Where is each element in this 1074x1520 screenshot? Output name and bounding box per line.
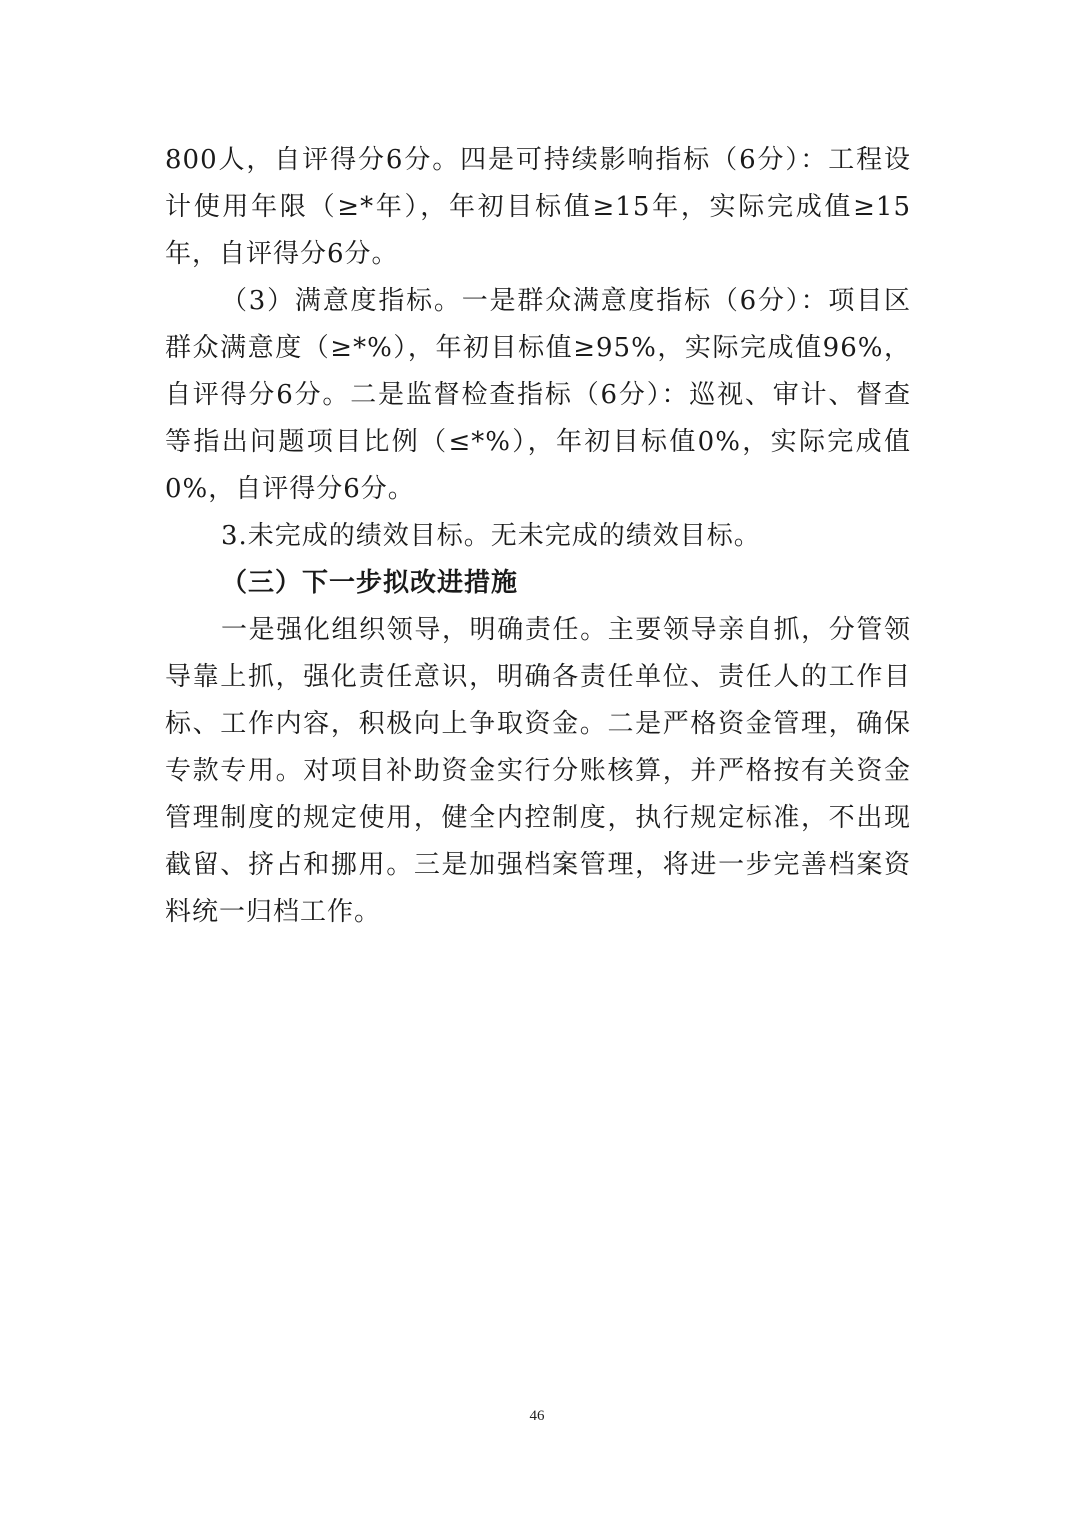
paragraph-satisfaction-indicators: （3）满意度指标。一是群众满意度指标（6分）：项目区群众满意度（≥*%），年初目标值≥95%，实际完成值96%，自评得分6分。二是监督检查指标（6分）：巡视、审计、督查等指出问题项目比例（≤*%），年初目标值0%，实际完成值0%，自评得分6分。 — [165, 286, 911, 504]
paragraph-unfinished-goals: 3.未完成的绩效目标。无未完成的绩效目标。 — [221, 521, 761, 551]
paragraph-improvement-measures: 一是强化组织领导，明确责任。主要领导亲自抓，分管领导靠上抓，强化责任意识，明确各责任单位、责任人的工作目标、工作内容，积极向上争取资金。二是严格资金管理，确保专款专用。对项目补助资金实行分账核算，并严格按有关资金管理制度的规定使用，健全内控制度，执行规定标准，不出现截留、挤占和挪用。三是加强档案管理，将进一步完善档案资料统一归档工作。 — [165, 615, 911, 927]
body-text — [165, 137, 911, 936]
paragraph-continuation: 800人，自评得分6分。四是可持续影响指标（6分）：工程设计使用年限（≥*年），年初目标值≥15年，实际完成值≥15年，自评得分6分。 — [165, 145, 911, 269]
section-heading-improvement: （三）下一步拟改进措施 — [221, 568, 519, 598]
page-number: 46 — [529, 1408, 545, 1424]
